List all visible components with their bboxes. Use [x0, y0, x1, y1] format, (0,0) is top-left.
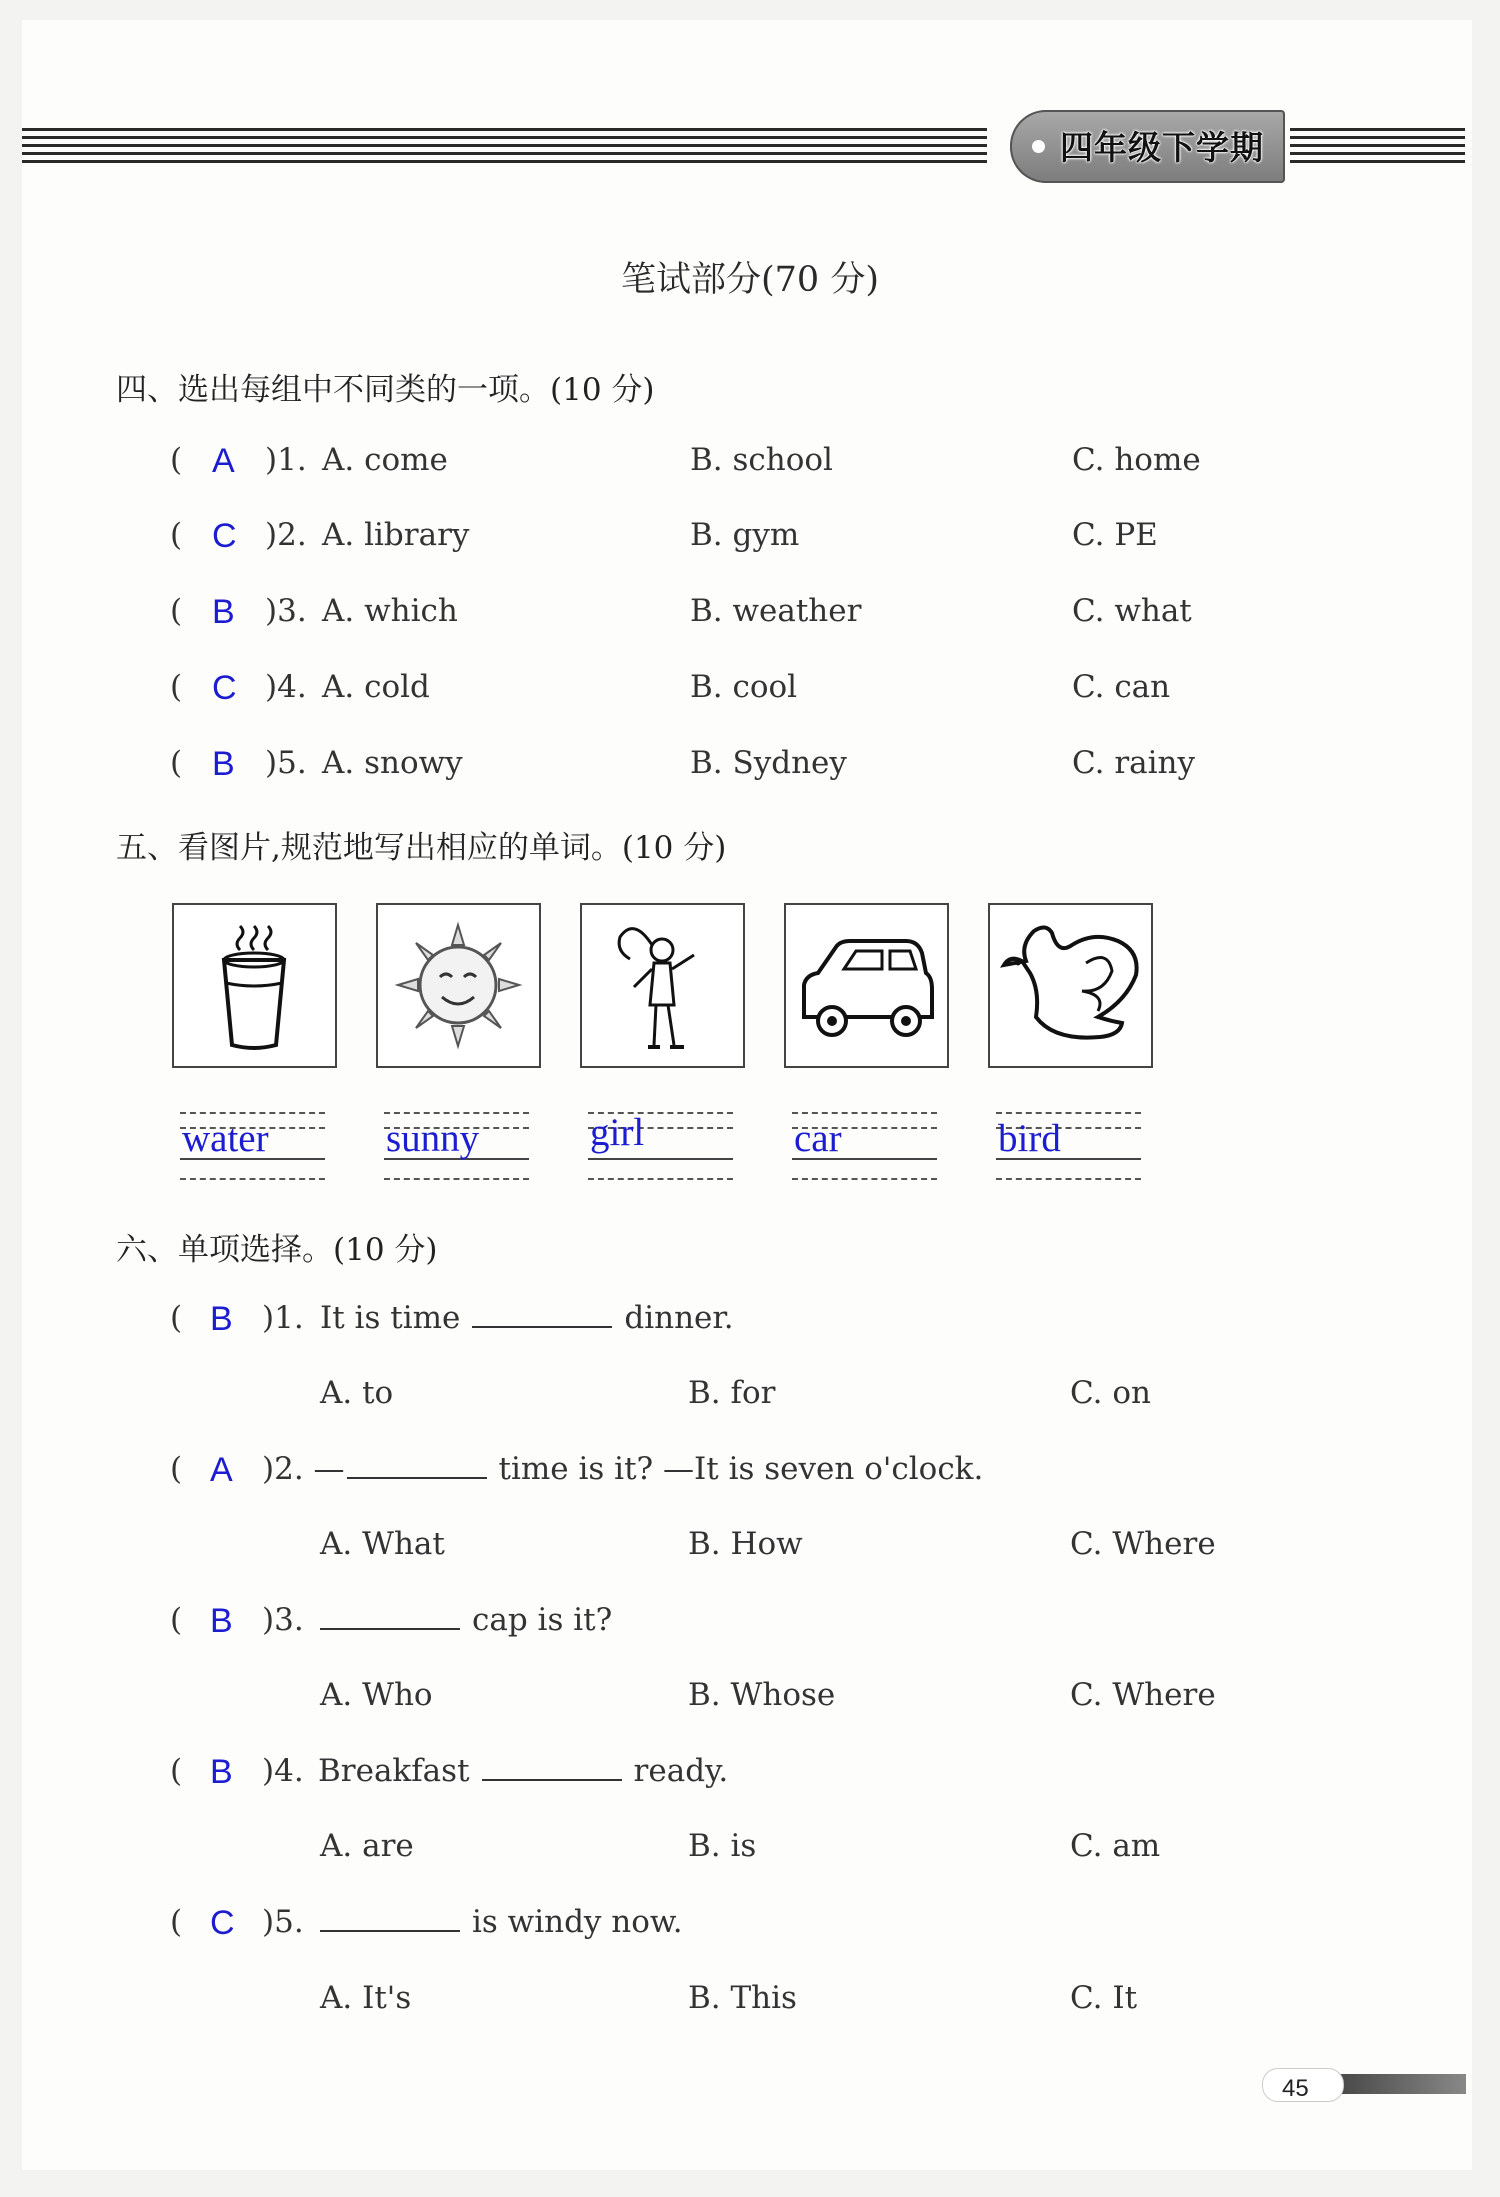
s6-blank-2: [347, 1451, 487, 1479]
page-number: 45: [1282, 2075, 1309, 2102]
written-answer-2: sunny: [386, 1117, 480, 1160]
picture-frame-5: [988, 903, 1153, 1068]
sun-icon: [378, 905, 539, 1066]
answer-line-1: [180, 1112, 325, 1182]
picture-frame-1: [172, 903, 337, 1068]
glass-of-water-icon: [174, 905, 335, 1066]
s4-option-c-5: C. rainy: [1072, 745, 1196, 781]
girl-icon: [582, 905, 743, 1066]
s4-option-c-4: C. can: [1072, 669, 1171, 705]
answer-line-5: [996, 1112, 1141, 1182]
s6-answer-4: B: [210, 1753, 233, 1791]
s6-number-3: )3.: [262, 1602, 304, 1638]
section5-heading: 五、看图片,规范地写出相应的单词。(10 分): [116, 830, 727, 866]
s6-options-4: [170, 1828, 1300, 1878]
grade-tag: [1010, 110, 1285, 183]
answer-line-2: [384, 1112, 529, 1182]
s6-answer-2: A: [210, 1451, 233, 1489]
s6-option-a-5: A. It's: [320, 1980, 412, 2016]
s6-option-c-3: C. Where: [1070, 1677, 1216, 1713]
page-number-bar: [1330, 2074, 1466, 2094]
s6-question-2: ( A )2. — time is it? —It is seven o'clock.: [170, 1451, 984, 1489]
s6-options-3: [170, 1677, 1300, 1727]
page-title: 笔试部分(70 分): [621, 260, 879, 300]
s6-options-5: [170, 1980, 1300, 2030]
s6-option-b-4: B. is: [688, 1828, 757, 1864]
s6-answer-3: B: [210, 1602, 233, 1640]
s4-option-a-5: A. snowy: [322, 745, 463, 781]
s4-question-3: ( B )3. A. which B. weather C. what: [170, 593, 1192, 631]
s6-answer-5: C: [210, 1904, 235, 1942]
s4-number-4: )4.: [265, 669, 307, 705]
s4-answer-5: B: [212, 745, 235, 783]
s6-blank-4: [482, 1753, 622, 1781]
header-rule-left: [22, 128, 987, 174]
s6-option-c-2: C. Where: [1070, 1526, 1216, 1562]
s6-number-1: )1.: [262, 1300, 304, 1336]
s6-option-a-4: A. are: [320, 1828, 414, 1864]
s6-option-b-2: B. How: [688, 1526, 803, 1562]
s4-option-c-3: C. what: [1072, 593, 1192, 629]
answer-line-3: [588, 1112, 733, 1182]
s4-number-1: )1.: [265, 442, 307, 478]
s6-question-3: ( B )3. cap is it?: [170, 1602, 613, 1640]
s6-blank-1: [472, 1300, 612, 1328]
s4-option-a-3: A. which: [322, 593, 458, 629]
s6-stem-post-1: dinner.: [624, 1300, 734, 1336]
s6-options-2: [170, 1526, 1300, 1576]
picture-frame-3: [580, 903, 745, 1068]
s6-stem-post-5: is windy now.: [472, 1904, 683, 1940]
s6-options-1: [170, 1375, 1300, 1425]
s4-option-b-2: B. gym: [690, 517, 800, 553]
s6-option-c-4: C. am: [1070, 1828, 1161, 1864]
s4-answer-3: B: [212, 593, 235, 631]
s4-option-b-4: B. cool: [690, 669, 798, 705]
s4-question-2: ( C )2. A. library B. gym C. PE: [170, 517, 1158, 555]
s6-option-a-1: A. to: [320, 1375, 394, 1411]
s4-number-2: )2.: [265, 517, 307, 553]
s4-number-5: )5.: [265, 745, 307, 781]
s4-number-3: )3.: [265, 593, 307, 629]
s6-stem-pre-4: Breakfast: [318, 1753, 470, 1789]
s6-blank-3: [320, 1602, 460, 1630]
s6-question-1: ( B )1. It is time dinner.: [170, 1300, 734, 1338]
section6-heading: 六、单项选择。(10 分): [116, 1232, 438, 1268]
bird-icon: [990, 905, 1151, 1066]
picture-frame-2: [376, 903, 541, 1068]
s6-number-5: )5.: [262, 1904, 304, 1940]
s4-answer-2: C: [212, 517, 237, 555]
s4-option-a-4: A. cold: [322, 669, 430, 705]
s4-option-a-1: A. come: [322, 442, 448, 478]
s4-option-c-2: C. PE: [1072, 517, 1158, 553]
s6-answer-1: B: [210, 1300, 233, 1338]
s4-option-b-3: B. weather: [690, 593, 862, 629]
s6-option-a-2: A. What: [320, 1526, 445, 1562]
s6-option-c-5: C. It: [1070, 1980, 1138, 2016]
s6-option-b-5: B. This: [688, 1980, 797, 2016]
car-icon: [786, 905, 947, 1066]
s6-question-4: ( B )4. Breakfast ready.: [170, 1753, 729, 1791]
s6-option-c-1: C. on: [1070, 1375, 1151, 1411]
grade-tag-label: 四年级下学期: [1060, 128, 1264, 167]
s6-option-a-3: A. Who: [320, 1677, 433, 1713]
tag-hole-icon: [1032, 140, 1045, 153]
s6-stem-post-4: ready.: [633, 1753, 729, 1789]
s4-option-c-1: C. home: [1072, 442, 1201, 478]
s6-stem-pre-1: It is time: [320, 1300, 461, 1336]
s6-stem-post-3: cap is it?: [472, 1602, 613, 1638]
written-answer-5: bird: [998, 1117, 1061, 1160]
written-answer-1: water: [182, 1117, 269, 1160]
s6-stem-post-2: time is it? —It is seven o'clock.: [498, 1451, 984, 1487]
s6-option-b-3: B. Whose: [688, 1677, 836, 1713]
s4-question-5: ( B )5. A. snowy B. Sydney C. rainy: [170, 745, 1196, 783]
section4-heading: 四、选出每组中不同类的一项。(10 分): [116, 372, 655, 408]
s6-question-5: ( C )5. is windy now.: [170, 1904, 683, 1942]
header-rule-right: [1290, 128, 1465, 174]
answer-line-4: [792, 1112, 937, 1182]
s4-question-1: ( A )1. A. come B. school C. home: [170, 442, 1201, 480]
s4-answer-1: A: [212, 442, 235, 480]
s4-option-b-1: B. school: [690, 442, 833, 478]
s6-number-2: )2. —: [262, 1451, 345, 1487]
s4-option-b-5: B. Sydney: [690, 745, 847, 781]
picture-frame-4: [784, 903, 949, 1068]
s6-option-b-1: B. for: [688, 1375, 776, 1411]
s4-answer-4: C: [212, 669, 237, 707]
s6-number-4: )4.: [262, 1753, 304, 1789]
written-answer-4: car: [794, 1117, 842, 1160]
s4-question-4: ( C )4. A. cold B. cool C. can: [170, 669, 1171, 707]
s6-blank-5: [320, 1904, 460, 1932]
s4-option-a-2: A. library: [322, 517, 470, 553]
written-answer-3: girl: [590, 1111, 645, 1154]
